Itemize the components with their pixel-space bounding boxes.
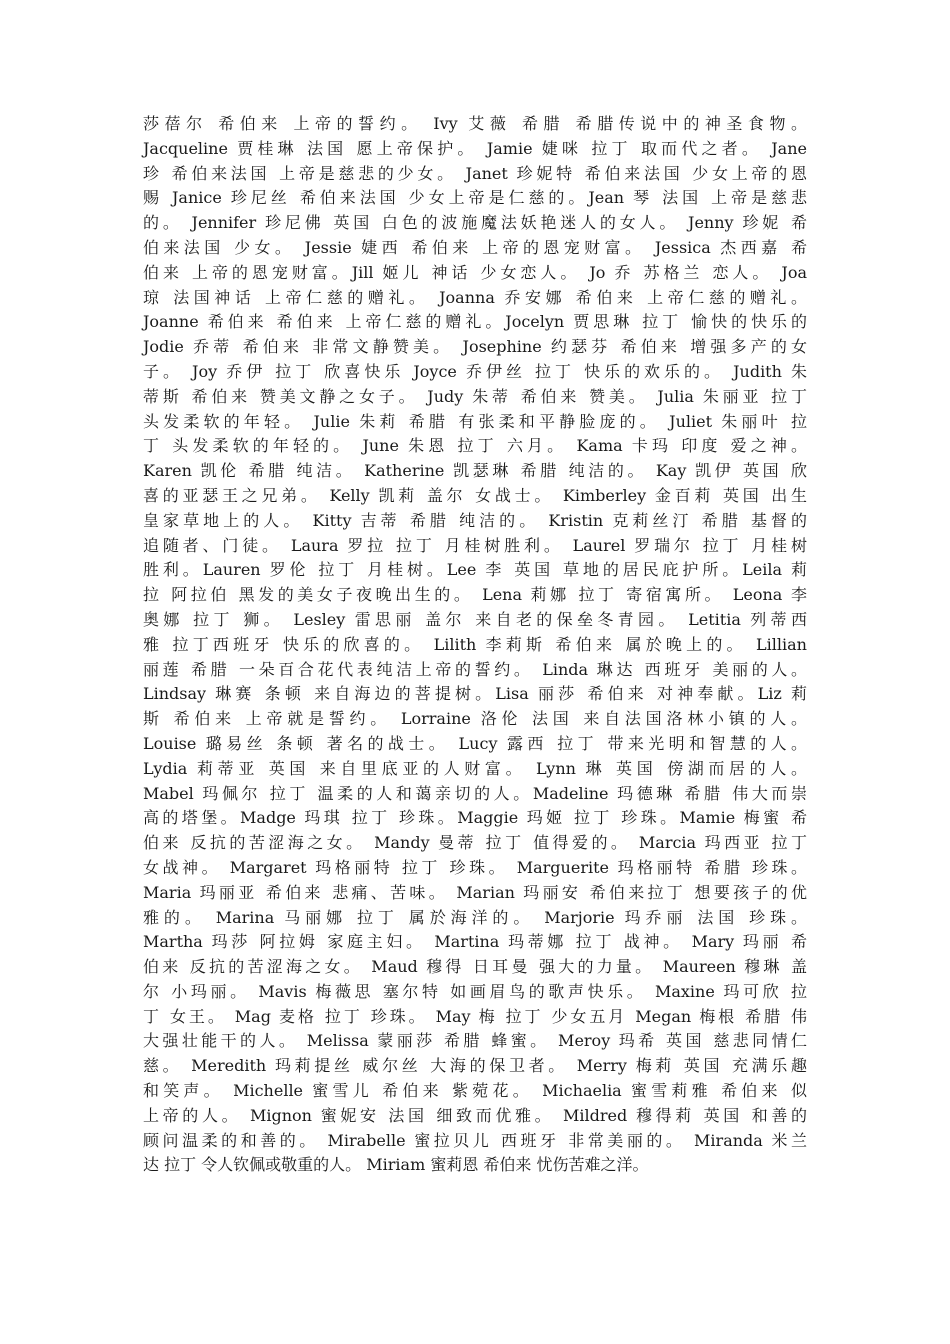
text-line: 皇家草地上的人。 Kitty 吉蒂 希腊 纯洁的。 Kristin 克莉丝汀 希腊 基督的 — [143, 510, 807, 530]
text-line: 奥娜 拉丁 狮。 Lesley 雷思丽 盖尔 来自老的保垒冬青园。 Letitia 列蒂西 — [143, 609, 807, 629]
text-line: 拉 阿拉伯 黑发的美女子夜晚出生的。 Lena 莉娜 拉丁 寄宿寓所。 Leona 李 — [143, 585, 807, 605]
text-line: Maria 玛丽亚 希伯来 悲痛、苦味。 Marian 玛丽安 希伯来拉丁 想要孩子的优 — [143, 882, 807, 902]
text-line: 追随者、门徒。 Laura 罗拉 拉丁 月桂树胜利。 Laurel 罗瑞尔 拉丁 月桂树 — [143, 535, 807, 555]
text-line: 头发柔软的年轻。 Julie 朱莉 希腊 有张柔和平静脸庞的。 Juliet 朱丽叶 拉 — [143, 411, 807, 431]
text-line: 丁 头发柔软的年轻的。 June 朱恩 拉丁 六月。 Kama 卡玛 印度 爱之神。 — [143, 436, 807, 456]
text-line: Karen 凯伦 希腊 纯洁。 Katherine 凯瑟琳 希腊 纯洁的。 Kay 凯伊 英国 欣 — [143, 461, 807, 481]
text-line: Jacqueline 贾桂琳 法国 愿上帝保护。 Jamie 婕咪 拉丁 取而代之者。 Jane — [143, 138, 807, 158]
document-page — [143, 112, 807, 1178]
text-line: 大强壮能干的人。 Melissa 蒙丽莎 希腊 蜂蜜。 Meroy 玛希 英国 慈悲同情仁 — [143, 1031, 807, 1051]
text-line: 上帝的人。 Mignon 蜜妮安 法国 细致而优雅。 Mildred 穆得莉 英国 和善的 — [143, 1105, 807, 1125]
text-line: Lydia 莉蒂亚 英国 来自里底亚的人财富。 Lynn 琳 英国 傍湖而居的人。 — [143, 758, 807, 778]
text-line: 胜利。Lauren 罗伦 拉丁 月桂树。Lee 李 英国 草地的居民庇护所。Leila 莉 — [143, 560, 807, 580]
text-line: 珍 希伯来法国 上帝是慈悲的少女。 Janet 珍妮特 希伯来法国 少女上帝的恩 — [143, 163, 807, 183]
text-line: Mabel 玛佩尔 拉丁 温柔的人和蔼亲切的人。Madeline 玛德琳 希腊 伟大而崇 — [143, 783, 807, 803]
text-line: 子。 Joy 乔伊 拉丁 欣喜快乐 Joyce 乔伊丝 拉丁 快乐的欢乐的。 Judith 朱 — [143, 361, 807, 381]
text-line: 喜的亚瑟王之兄弟。 Kelly 凯莉 盖尔 女战士。 Kimberley 金百莉 英国 出生 — [143, 485, 807, 505]
text-line: Joanne 希伯来 希伯来 上帝仁慈的赠礼。Jocelyn 贾思琳 拉丁 愉快的快乐的 — [143, 312, 807, 332]
text-line: 赐 Janice 珍尼丝 希伯来法国 少女上帝是仁慈的。Jean 琴 法国 上帝是慈悲 — [143, 188, 807, 208]
text-line: 雅 拉丁西班牙 快乐的欣喜的。 Lilith 李莉斯 希伯来 属於晚上的。 Lillian — [143, 634, 807, 654]
text-line: 慈。 Meredith 玛莉提丝 威尔丝 大海的保卫者。 Merry 梅莉 英国 充满乐趣 — [143, 1056, 807, 1076]
text-line: 伯来 反抗的苦涩海之女。 Mandy 曼蒂 拉丁 值得爱的。 Marcia 玛西亚 拉丁 — [143, 833, 807, 853]
text-line: 和笑声。 Michelle 蜜雪儿 希伯来 紫菀花。 Michaelia 蜜雪莉雅 希伯来 似 — [143, 1081, 807, 1101]
text-line: 雅的。 Marina 马丽娜 拉丁 属於海洋的。 Marjorie 玛乔丽 法国 珍珠。 — [143, 907, 807, 927]
text-line: 莎蓓尔 希伯来 上帝的誓约。 Ivy 艾薇 希腊 希腊传说中的神圣食物。 — [143, 114, 807, 133]
text-line: 达 拉丁 令人钦佩或敬重的人。 Miriam 蜜莉恩 希伯来 忧伤苦难之洋。 — [143, 1155, 649, 1175]
text-line: 伯来 上帝的恩宠财富。Jill 姬儿 神话 少女恋人。 Jo 乔 苏格兰 恋人。 Joa — [143, 262, 807, 282]
text-line: Martha 玛莎 阿拉姆 家庭主妇。 Martina 玛蒂娜 拉丁 战神。 Mary 玛丽 希 — [143, 932, 807, 952]
text-line: 丁 女王。 Mag 麦格 拉丁 珍珠。 May 梅 拉丁 少女五月 Megan 梅根 希腊 伟 — [143, 1006, 807, 1026]
text-line: 蒂斯 希伯来 赞美文静之女子。 Judy 朱蒂 希伯来 赞美。 Julia 朱丽亚 拉丁 — [143, 386, 807, 406]
text-line: 女战神。 Margaret 玛格丽特 拉丁 珍珠。 Marguerite 玛格丽特 希腊 珍珠。 — [143, 857, 807, 877]
text-line: 斯 希伯来 上帝就是誓约。 Lorraine 洛伦 法国 来自法国洛林小镇的人。 — [143, 709, 807, 729]
text-line: 尔 小玛丽。 Mavis 梅薇思 塞尔特 如画眉鸟的歌声快乐。 Maxine 玛可欣 拉 — [143, 981, 807, 1001]
text-line: 丽莲 希腊 一朵百合花代表纯洁上帝的誓约。 Linda 琳达 西班牙 美丽的人。 — [143, 659, 807, 679]
text-line: 高的塔堡。Madge 玛琪 拉丁 珍珠。Maggie 玛姬 拉丁 珍珠。Mamie 梅蜜 希 — [143, 808, 807, 828]
text-line: 琼 法国神话 上帝仁慈的赠礼。 Joanna 乔安娜 希伯来 上帝仁慈的赠礼。 — [143, 287, 807, 307]
text-line: Lindsay 琳赛 条顿 来自海边的菩提树。Lisa 丽莎 希伯来 对神奉献。Liz 莉 — [143, 684, 807, 704]
text-line: 的。 Jennifer 珍尼佛 英国 白色的波施魔法妖艳迷人的女人。 Jenny 珍妮 希 — [143, 213, 807, 233]
text-line: 伯来法国 少女。 Jessie 婕西 希伯来 上帝的恩宠财富。 Jessica 杰西嘉 希 — [143, 237, 807, 257]
text-line: Louise 璐易丝 条顿 著名的战士。 Lucy 露西 拉丁 带来光明和智慧的人。 — [143, 733, 807, 753]
text-line: 顾问温柔的和善的。 Mirabelle 蜜拉贝儿 西班牙 非常美丽的。 Miranda 米兰 — [143, 1130, 807, 1150]
text-line: Jodie 乔蒂 希伯来 非常文静赞美。 Josephine 约瑟芬 希伯来 增强多产的女 — [143, 337, 807, 357]
text-line: 伯来 反抗的苦涩海之女。 Maud 穆得 日耳曼 强大的力量。 Maureen 穆琳 盖 — [143, 957, 807, 977]
